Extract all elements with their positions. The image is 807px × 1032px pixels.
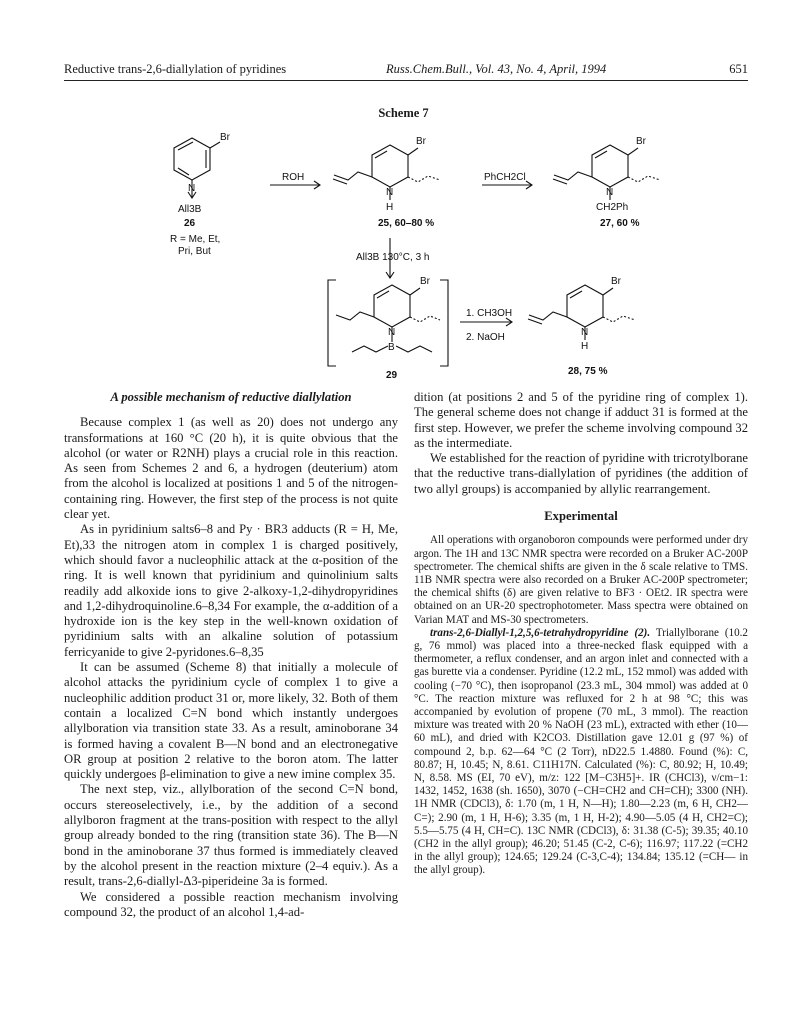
scheme-title: Scheme 7 [378,106,429,120]
label-br-28: Br [611,276,621,287]
paragraph: Because complex 1 (as well as 20) does not undergo any transformations at 160 °C (20 h), it is quite obvious that the alcohol (or water or R2NH) plays a crucial role in this reaction. As seen from Schemes 2 and 6, a hydrogen (deuterium) atom from the alcohol is localized at positions 1 and 5 of the nitrogen-containing ring. However, the first step of the process is not quite clear yet. [64,415,398,522]
pyridine-ring [174,138,220,198]
section-heading-experimental: Experimental [544,509,618,524]
label-n-28: N [581,327,589,338]
paragraph: All operations with organoboron compounds were performed under dry argon. The 1H and 13C NMR spectra were recorded on a Bruker AC-200P spectrometer. The chemical shifts are given in the δ scale relative to TMS. 11B NMR spectra were also recorded on a Bruker AC-200P spectrometer; the chemical shifts (δ) are given relative to BF3 · OEt2. IR spectra were obtained on an UR-20 spectrophotometer. Mass spectra were obtained on Varian MAT and MS-30 spectrometers. [414,534,748,626]
label-n-25: N [386,187,394,198]
label-conditions-down: All3B 130°C, 3 h [356,252,430,263]
scheme-7-diagram [60,120,750,380]
label-br-26: Br [220,132,230,143]
header-rule [64,80,748,81]
label-b-29: B [388,342,395,353]
label-n-27: N [606,187,614,198]
label-28: 28, 75 % [568,366,608,377]
paragraph: dition (at positions 2 and 5 of the pyridine ring of complex 1). The general scheme does not change if adduct 31 is formed at the first step. However, we prefer the scheme involving compound 32 as the intermediate. [414,390,748,450]
label-n-29: N [388,327,396,338]
label-all3b: All3B [178,204,202,215]
label-h-25: H [386,202,394,213]
compound-text: Triallylborane (10.2 g, 76 mmol) was placed into a three-necked flask equipped with a thermometer, a reflux condenser, and an argon inlet and connected with a gas burette via a condenser. Pyridine (12.2 mL, 152 mmol) was added with cooling (−70 °C), then isopropanol (23.3 mL, 304 mmol) was added at 0 °C. The reaction mixture was refluxed for 2 h at 98 °C; this was accompanied by evolution of propene (70 mL, 3 mmol). The reaction mixture was treated with 20 % NaOH (23 mL), extracted with ether (10—60 mL), and dried with K2CO3. Distillation gave 12.01 g (97 %) of compound 2, b.p. 62—64 °C (2 Torr), nD22.5 1.4880. Found (%): C, 80.87; H, 10.45; N, 8.61. C11H17N. Calculated (%): C, 80.92; H, 10.49; N, 8.58. MS (EI, 70 eV), m/z: 122 [M−C3H5]+. IR (CHCl3), ν/cm−1: 1432, 1452, 1638 (sh. 1650), 3070 (−CH=CH2 and CH=CH); 3300 (NH). 1H NMR (CDCl3), δ: 1.70 (m, 1 H, N—H); 1.80—2.23 (m, 6 H, CH2—C=); 2.90 (m, 1 H, H-6); 3.35 (m, 1 H, H-2); 4.90—5.05 (4 H, CH2=C); 5.5—5.75 (4 H, CH=C). 13C NMR (CDCl3), δ: 31.38 (C-5); 39.35; 40.10 (CH2 in the allyl group); 46.20; 51.45 (C-2, C-6); 116.97; 117.22 (=CH2 in the allyl group); 124.65; 129.24 (C-3,C-4); 134.84; 135.12 (=CH— in the allyl group). [414,626,748,877]
paragraph: We considered a possible reaction mechanism involving compound 32, the product of an alcohol 1,4-ad- [64,889,398,919]
label-roh: ROH [282,172,305,183]
label-br-27: Br [636,136,646,147]
header-center: Russ.Chem.Bull., Vol. 43, No. 4, April, 1994 [386,62,607,76]
paragraph: The next step, viz., allylboration of the second C=N bond, occurs stereoselectively, i.e., by the addition of a second allylboron fragment at the trans-position with respect to the allyl group already bonded to the ring (transition state 36). The B—N bond in the aminoborane 37 thus formed is immediately cleaved by the alcohol present in the reaction mixture (2–4 equiv.). As a result, trans-2,6-diallyl-Δ3-piperideine 3a is formed. [64,782,398,889]
paragraph [414,627,748,878]
label-25: 25, 60–80 % [378,218,435,229]
running-header [64,62,748,80]
label-step1: 1. CH3OH [466,308,513,319]
paragraph: As in pyridinium salts6–8 and Py · BR3 adducts (R = H, Me, Et),33 the nitrogen atom in complex 1 is charged positively, which should favor a nucleophilic attack at the α-position of the ring. It is well known that pyridinium and quinolinium salts readily add alkoxide ions to give 2-alkoxy-1,2-dihydropyridines and 1,2-dihydroquinoline.6–8,34 For example, the α-addition of a hydroxide ion is the key step in the well-known oxidation of pyridinium salts with an alkaline solution of potassium ferricyanide to give 2-pyridones.6–8,35 [64,522,398,659]
label-h-28: H [581,341,589,352]
label-br-25: Br [416,136,426,147]
label-ch2ph: CH2Ph [596,202,629,213]
experimental-text [414,534,748,877]
page-number: 651 [729,62,748,76]
left-column [64,390,398,920]
label-phch2cl: PhCH2Cl [484,172,526,183]
label-r-line2: Pri, But [178,246,211,257]
compound-title: trans-2,6-Diallyl-1,2,5,6-tetrahydropyridine (2). [430,626,651,639]
label-r-line1: R = Me, Et, [170,234,221,245]
label-br-29: Br [420,276,430,287]
paragraph: It can be assumed (Scheme 8) that initially a molecule of alcohol attacks the pyridinium cycle of complex 1 to give a nucleophilic addition product 31 or, more likely, 32. Both of them contain a localized C=N bond which instantly undergoes allylboration via transition state 33. As a result, aminoborane 34 is formed having a covalent B—N bond and an electronegative OR group at position 2 relative to the boron atom. The latter quickly undergoes β-elimination to give a new imine complex 35. [64,660,398,782]
label-step2: 2. NaOH [466,332,505,343]
section-heading-mechanism: A possible mechanism of reductive diallylation [110,390,352,404]
label-26: 26 [184,218,196,229]
paragraph: We established for the reaction of pyridine with tricrotylborane that the reductive trans-diallylation of pyridines (the addition of two allyl groups) is accompanied by allylic rearrangement. [414,451,748,496]
right-column [414,390,748,878]
label-n-26: N [188,183,196,194]
label-29: 29 [386,370,398,380]
label-27: 27, 60 % [600,218,640,229]
header-left: Reductive trans-2,6-diallylation of pyridines [64,62,287,76]
compound-29-structure [328,280,448,366]
